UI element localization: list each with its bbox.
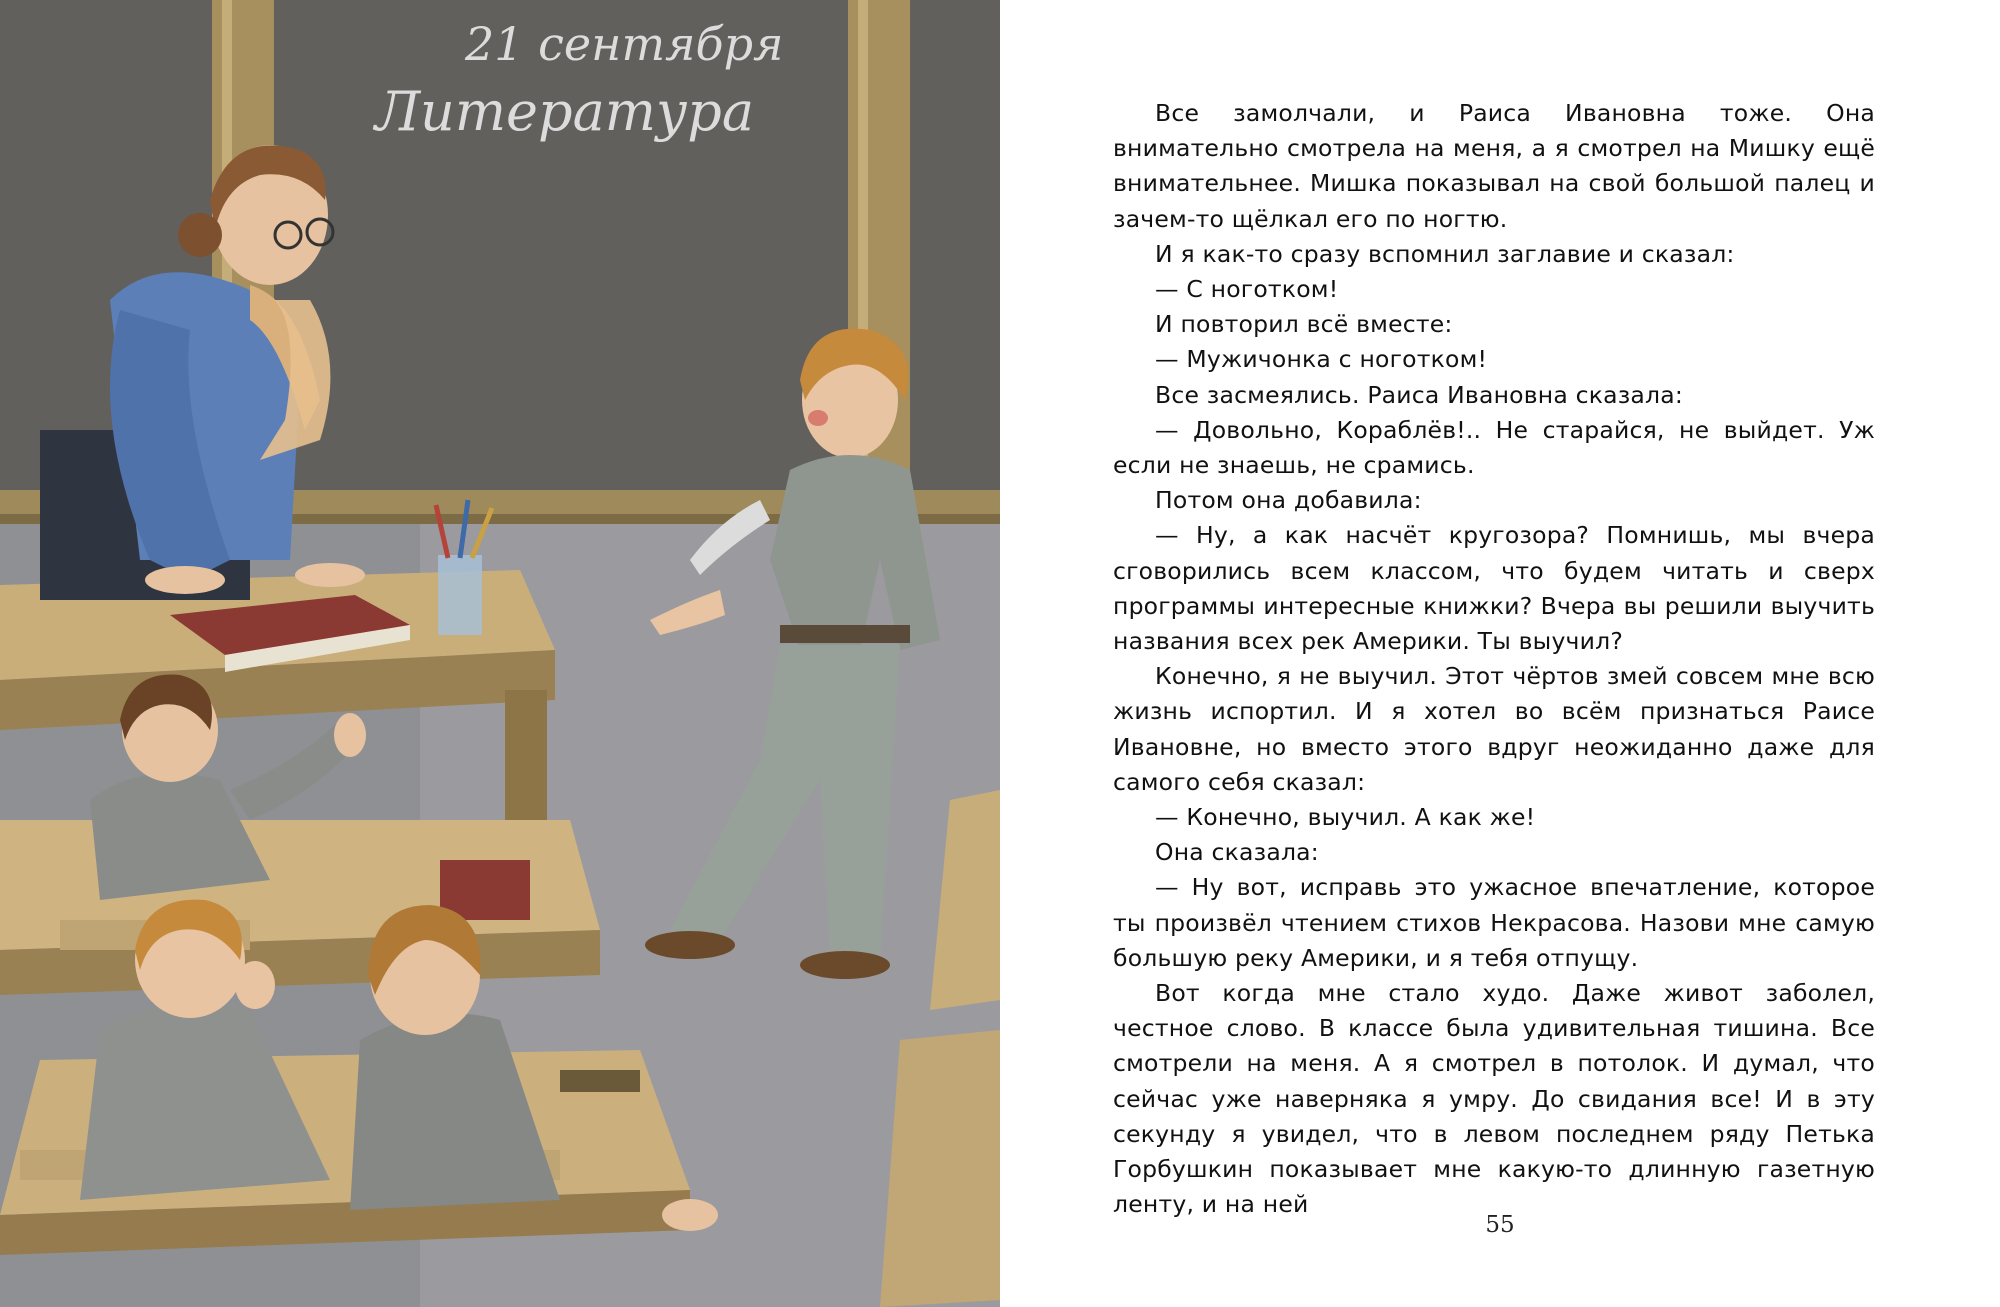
board-date: 21 сентября [465, 17, 784, 71]
paragraph: И повторил всё вместе: [1155, 310, 1453, 339]
paragraph: — С ноготком! [1155, 275, 1339, 304]
paragraph: И я как-то сразу вспомнил заглавие и сказал: [1155, 239, 1735, 268]
paragraph: Она сказала: [1155, 838, 1319, 867]
paragraph: Потом она добавила: [1155, 486, 1422, 515]
text-body [1113, 96, 1875, 1223]
paragraph: — Довольно, Кораблёв!.. Не старайся, не выйдет. Уж если не знаешь, не срамись. [1113, 415, 1875, 480]
paragraph: Вот когда мне стало худо. Даже живот заболел, честное слово. В классе была удивительная тишина. Все смотрели на меня. А я смотрел в потолок. И думал, что сейчас уже наверняка я умру. До свидания все! И в эту секунду я увидел, что в левом последнем ряду Петька Горбушкин показывает мне какую-то длинную газетную ленту, и на ней [1113, 979, 1875, 1219]
text-page [1000, 0, 2000, 1307]
paragraph: — Ну, а как насчёт кругозора? Помнишь, мы вчера сговорились всем классом, что будем читать и сверх программы интересные книжки? Вчера вы решили выучить названия всех рек Америки. Ты выучил? [1113, 521, 1875, 656]
paragraph: Все засмеялись. Раиса Ивановна сказала: [1155, 380, 1683, 409]
paragraph: Конечно, я не выучил. Этот чёртов змей совсем мне всю жизнь испортил. И я хотел во всём признаться Раисе Ивановне, но вместо этого вдруг неожиданно даже для самого себя сказал: [1113, 662, 1875, 796]
paragraph: — Мужичонка с ноготком! [1155, 345, 1488, 374]
paragraph: Все замолчали, и Раиса Ивановна тоже. Она внимательно смотрела на меня, а я смотрел на Мишку ещё внимательнее. Мишка показывал на свой большой палец и зачем-то щёлкал его по ногтю. [1113, 99, 1875, 233]
board-subject: Литература [375, 80, 755, 143]
paragraph: — Конечно, выучил. А как же! [1155, 803, 1536, 832]
page-number: 55 [1485, 1212, 1515, 1238]
paragraph: — Ну вот, исправь это ужасное впечатление, которое ты произвёл чтением стихов Некрасова. Назови мне самую большую реку Америки, и я тебя отпущу. [1113, 873, 1875, 972]
